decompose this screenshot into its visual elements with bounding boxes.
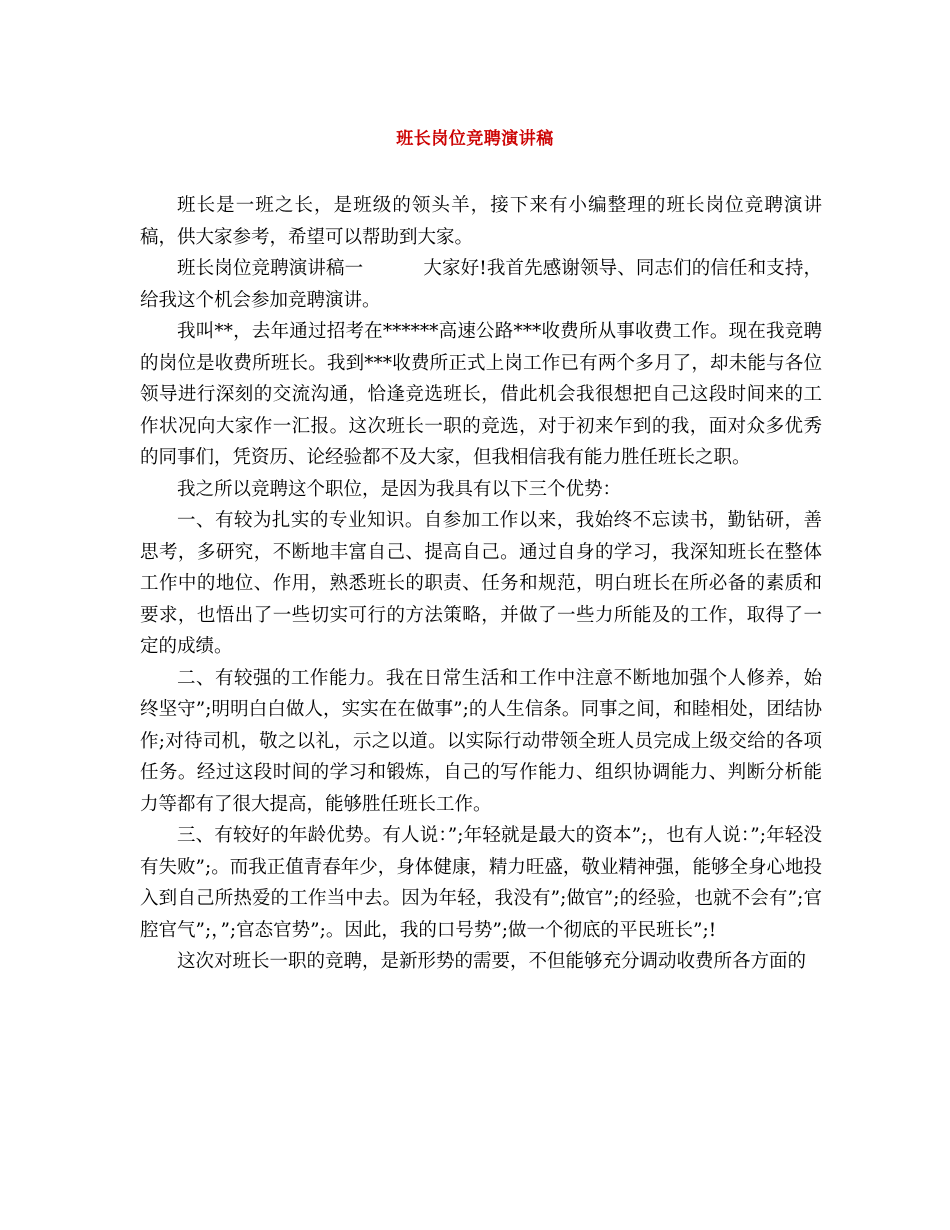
speech-greeting: 大家好!我首先感谢领导、同志们的信任和支持，给我这个机会参加竞聘演讲。 — [140, 258, 822, 311]
paragraph-advantage-one: 一、有较为扎实的专业知识。自参加工作以来，我始终不忘读书，勤钻研，善思考，多研究，不断地丰富自己、提高自己。通过自身的学习，我深知班长在整体工作中的地位、作用，熟悉班长的职责、任务和规范，明白班长在所必备的素质和要求，也悟出了一些切实可行的方法策略，并做了一些力所能及的工作，取得了一定的成绩。 — [140, 510, 822, 657]
paragraph-advantages-lead: 我之所以竞聘这个职位，是因为我具有以下三个优势： — [177, 478, 622, 500]
document-body — [140, 190, 822, 978]
paragraph-speech-opening — [140, 253, 822, 316]
paragraph-self-introduction: 我叫**，去年通过招考在******高速公路***收费所从事收费工作。现在我竞聘的岗位是收费所班长。我到***收费所正式上岗工作已有两个多月了，却未能与各位领导进行深刻的交流沟通，恰逢竞选班长，借此机会我很想把自己这段时间来的工作状况向大家作一汇报。这次班长一职的竞选，对于初来乍到的我，面对众多优秀的同事们，凭资历、论经验都不及大家，但我相信我有能力胜任班长之职。 — [140, 321, 822, 468]
document-title: 班长岗位竞聘演讲稿 — [396, 129, 554, 149]
paragraph-intro: 班长是一班之长，是班级的领头羊，接下来有小编整理的班长岗位竞聘演讲稿，供大家参考，希望可以帮助到大家。 — [140, 195, 822, 248]
paragraph-advantage-three: 三、有较好的年龄优势。有人说：”;年轻就是最大的资本”;，也有人说：”;年轻没有失败”;。而我正值青春年少，身体健康，精力旺盛，敬业精神强，能够全身心地投入到自己所热爱的工作当中去。因为年轻，我没有”;做官”;的经验，也就不会有”;官腔官气”;，”;官态官势”;。因此，我的口号势”;做一个彻底的平民班长”;! — [140, 825, 822, 941]
paragraph-advantage-two: 二、有较强的工作能力。我在日常生活和工作中注意不断地加强个人修养，始终坚守”;明明白白做人，实实在在做事”;的人生信条。同事之间，和睦相处，团结协作;对待司机，敬之以礼，示之以道。以实际行动带领全班人员完成上级交给的各项任务。经过这段时间的学习和锻炼，自己的写作能力、组织协调能力、判断分析能力等都有了很大提高，能够胜任班长工作。 — [140, 667, 822, 815]
paragraph-closing: 这次对班长一职的竞聘，是新形势的需要，不但能够充分调动收费所各方面的 — [177, 951, 807, 972]
speech-heading: 班长岗位竞聘演讲稿一 — [177, 258, 364, 279]
